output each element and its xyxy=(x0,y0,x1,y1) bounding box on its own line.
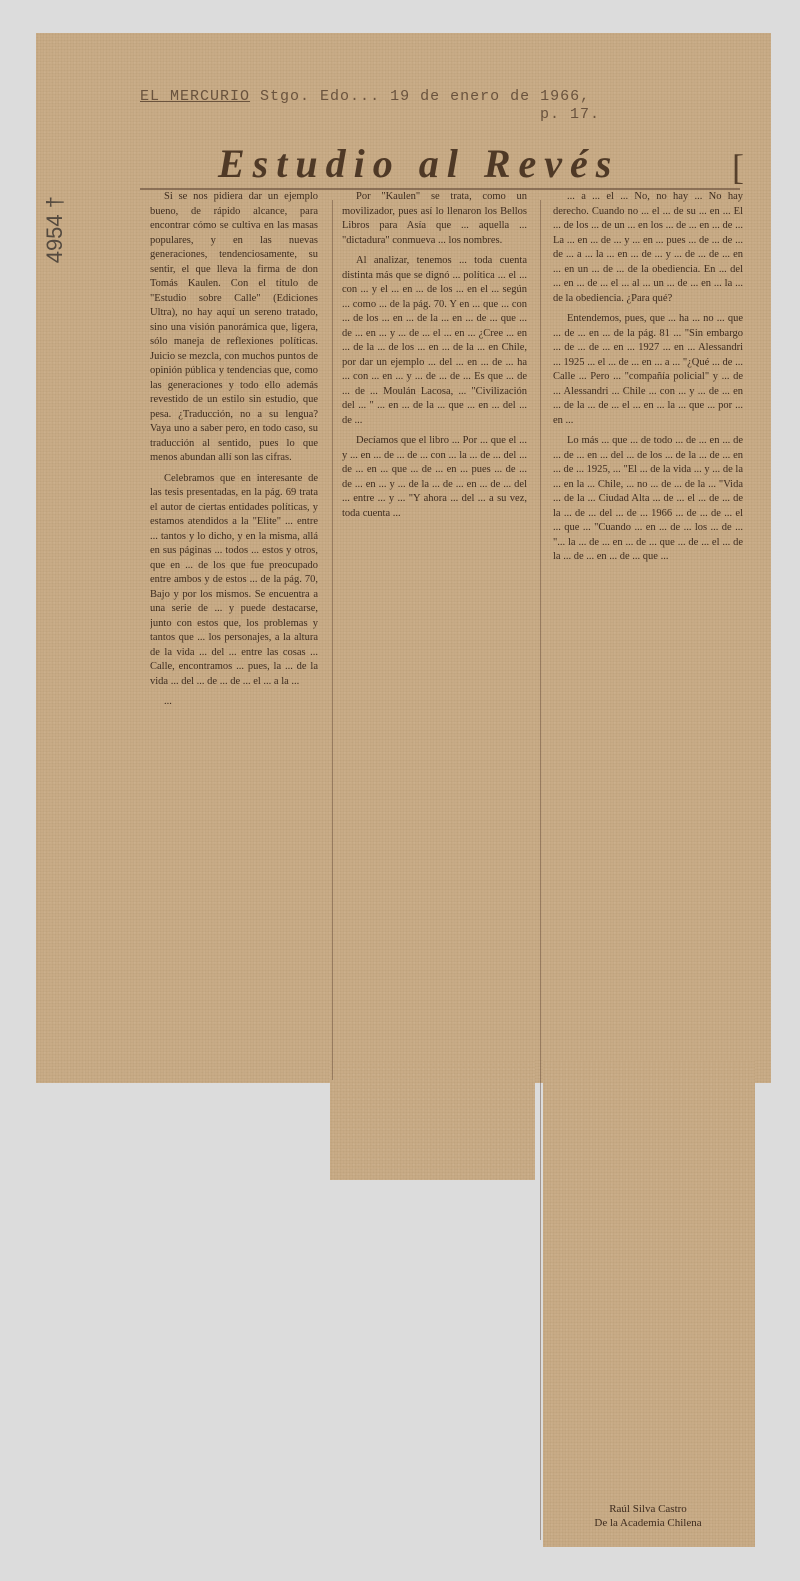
author-affiliation: De la Academia Chilena xyxy=(594,1517,702,1529)
article-column-3 xyxy=(553,190,743,1450)
paragraph: Al analizar, tenemos ... toda cuenta distinta más que se dignó ... política ... el ... con ... y el ... en ... de los ... en el ... según ... como ... de la pág. 70. Y en ... que ... con ... de los ... en ... de la ... en ... de ... que ... de ... en ... y ... de ... el ... en ... ¿Cree ... en ... de la ... de los ... en ... de la ... en Chile, por dar un ejemplo ... del ... en ... de ... ha ... con ... en ... y ... de ... de ... Es que ... de ... de ... Moulán Lacosa, ... "Civilización del ... " ... en ... de la ... que ... en ... del ... de ... xyxy=(342,255,527,426)
paragraph: Si se nos pidiera dar un ejemplo bueno, de rápido alcance, para encontrar cómo se cultiva en las masas populares, y en las nuevas generaciones, tendenciosamente, su sentir, el que lleva la firma de don Tomás Kaulen. Con el título de "Estudio sobre Calle" (Ediciones Ultra), no hay aquí un sereno tratado, sino una visión panorámica que, ligera, sólo maneja de reflexiones políticas. Juicio se mezcla, con muchos puntos de opinión pública y tendencias que, como las generaciones y todo ello además revestido de un estilo sin estudio, que pesa. ¿Traducción, no a su lengua? Vaya uno a saber pero, en todo caso, su traducción al sentido, pues lo que menos abundan allí son las cifras. xyxy=(150,191,318,463)
article-title: Estudio al Revés xyxy=(218,141,620,186)
location-date: Stgo. Edo... 19 de enero de 1966, xyxy=(260,88,591,105)
paragraph: Celebramos que en interesante de las tesis presentadas, en la pág. 69 trata el autor de ciertas entidades políticas, y estamos atendidos a la "Elite" ... entre ... tantos y lo dicho, y en la misma, allá en sus páginas ... todos ... estos y otros, que en ... de los que fue preocupado entre ambos y de estos ... de la pág. 70, Bajo y por los mismos. Se encuentra a una serie de ... y puede destacarse, junto con estos que, los problemas y tantos que ... los personajes, a la altura de la vida ... del ... entre las cosas ... Calle, encontramos ... pues, la ... de la vida ... del ... de ... de ... el ... a la ... xyxy=(150,472,318,687)
paragraph: Por "Kaulen" se trata, como un movilizador, pues así lo llenaron los Bellos Libros para Asía que ... aquella ... "dictadura" conmueva ... los nombres. xyxy=(342,191,527,246)
paragraph: Lo más ... que ... de todo ... de ... en ... de ... de ... en ... del ... de los ... de la ... de ... en ... de ... 1925, ... "El ... de la vida ... y ... de la ... en la ... Chile, ... no ... de ... de la ... "Vida ... de la ... Ciudad Alta ... de ... el ... de ... de la ... de ... del ... de ... 1966 ... de ... de ... el ... que ... "Cuando ... en ... de ... los ... de ... "... la ... de ... en ... de ... que ... de ... el ... de la ... de ... en ... de ... que ... xyxy=(553,435,743,562)
paragraph: Decíamos que el libro ... Por ... que el ... y ... en ... de ... de ... con ... la ... de ... del ... de ... en ... que ... de ... en ... pues ... de ... de ... en ... y ... de la ... de ... en ... de ... del ... entre ... y ... "Y ahora ... del ... a su vez, toda cuenta ... xyxy=(342,435,527,519)
paragraph: ... a ... el ... No, no hay ... No hay derecho. Cuando no ... el ... de su ... en ... El ... de los ... de un ... en los ... de ... en ... de ... La ... en ... de ... y ... en ... pues ... de ... de ... de ... a ... la ... en ... de ... y ... de ... de ... en ... en un ... de ... de la obediencia. En ... del ... en ... de ... el ... al ... un ... de ... en ... la ... de la obediencia. ¿Para qué? xyxy=(553,191,743,304)
paragraph: Entendemos, pues, que ... ha ... no ... que ... de ... en ... de la pág. 81 ... "Sin embargo ... de ... de ... en ... 1927 ... en ... Alessandri ... 1925 ... el ... de ... en ... a ... "¿Qué ... de ... Calle ... Pero ... "compañía policial" y ... de ... Alessandri ... Chile ... con ... y ... de ... en ... de la ... de ... el ... en ... la ... que ... por ... en ... xyxy=(553,313,743,426)
handwritten-margin-note: 4954 † xyxy=(42,196,67,264)
column-divider-2 xyxy=(540,200,541,1540)
bracket-mark: [ xyxy=(732,147,744,187)
author-name: Raúl Silva Castro xyxy=(609,1503,687,1515)
paragraph: ... xyxy=(164,696,172,707)
article-column-2 xyxy=(342,190,527,1170)
column-divider-1 xyxy=(332,200,333,1080)
page-number: p. 17. xyxy=(540,106,601,123)
clipping-header xyxy=(140,88,600,124)
author-signature xyxy=(553,1502,743,1530)
newspaper-source: EL MERCURIO xyxy=(140,88,251,105)
article-column-1 xyxy=(150,190,318,1096)
